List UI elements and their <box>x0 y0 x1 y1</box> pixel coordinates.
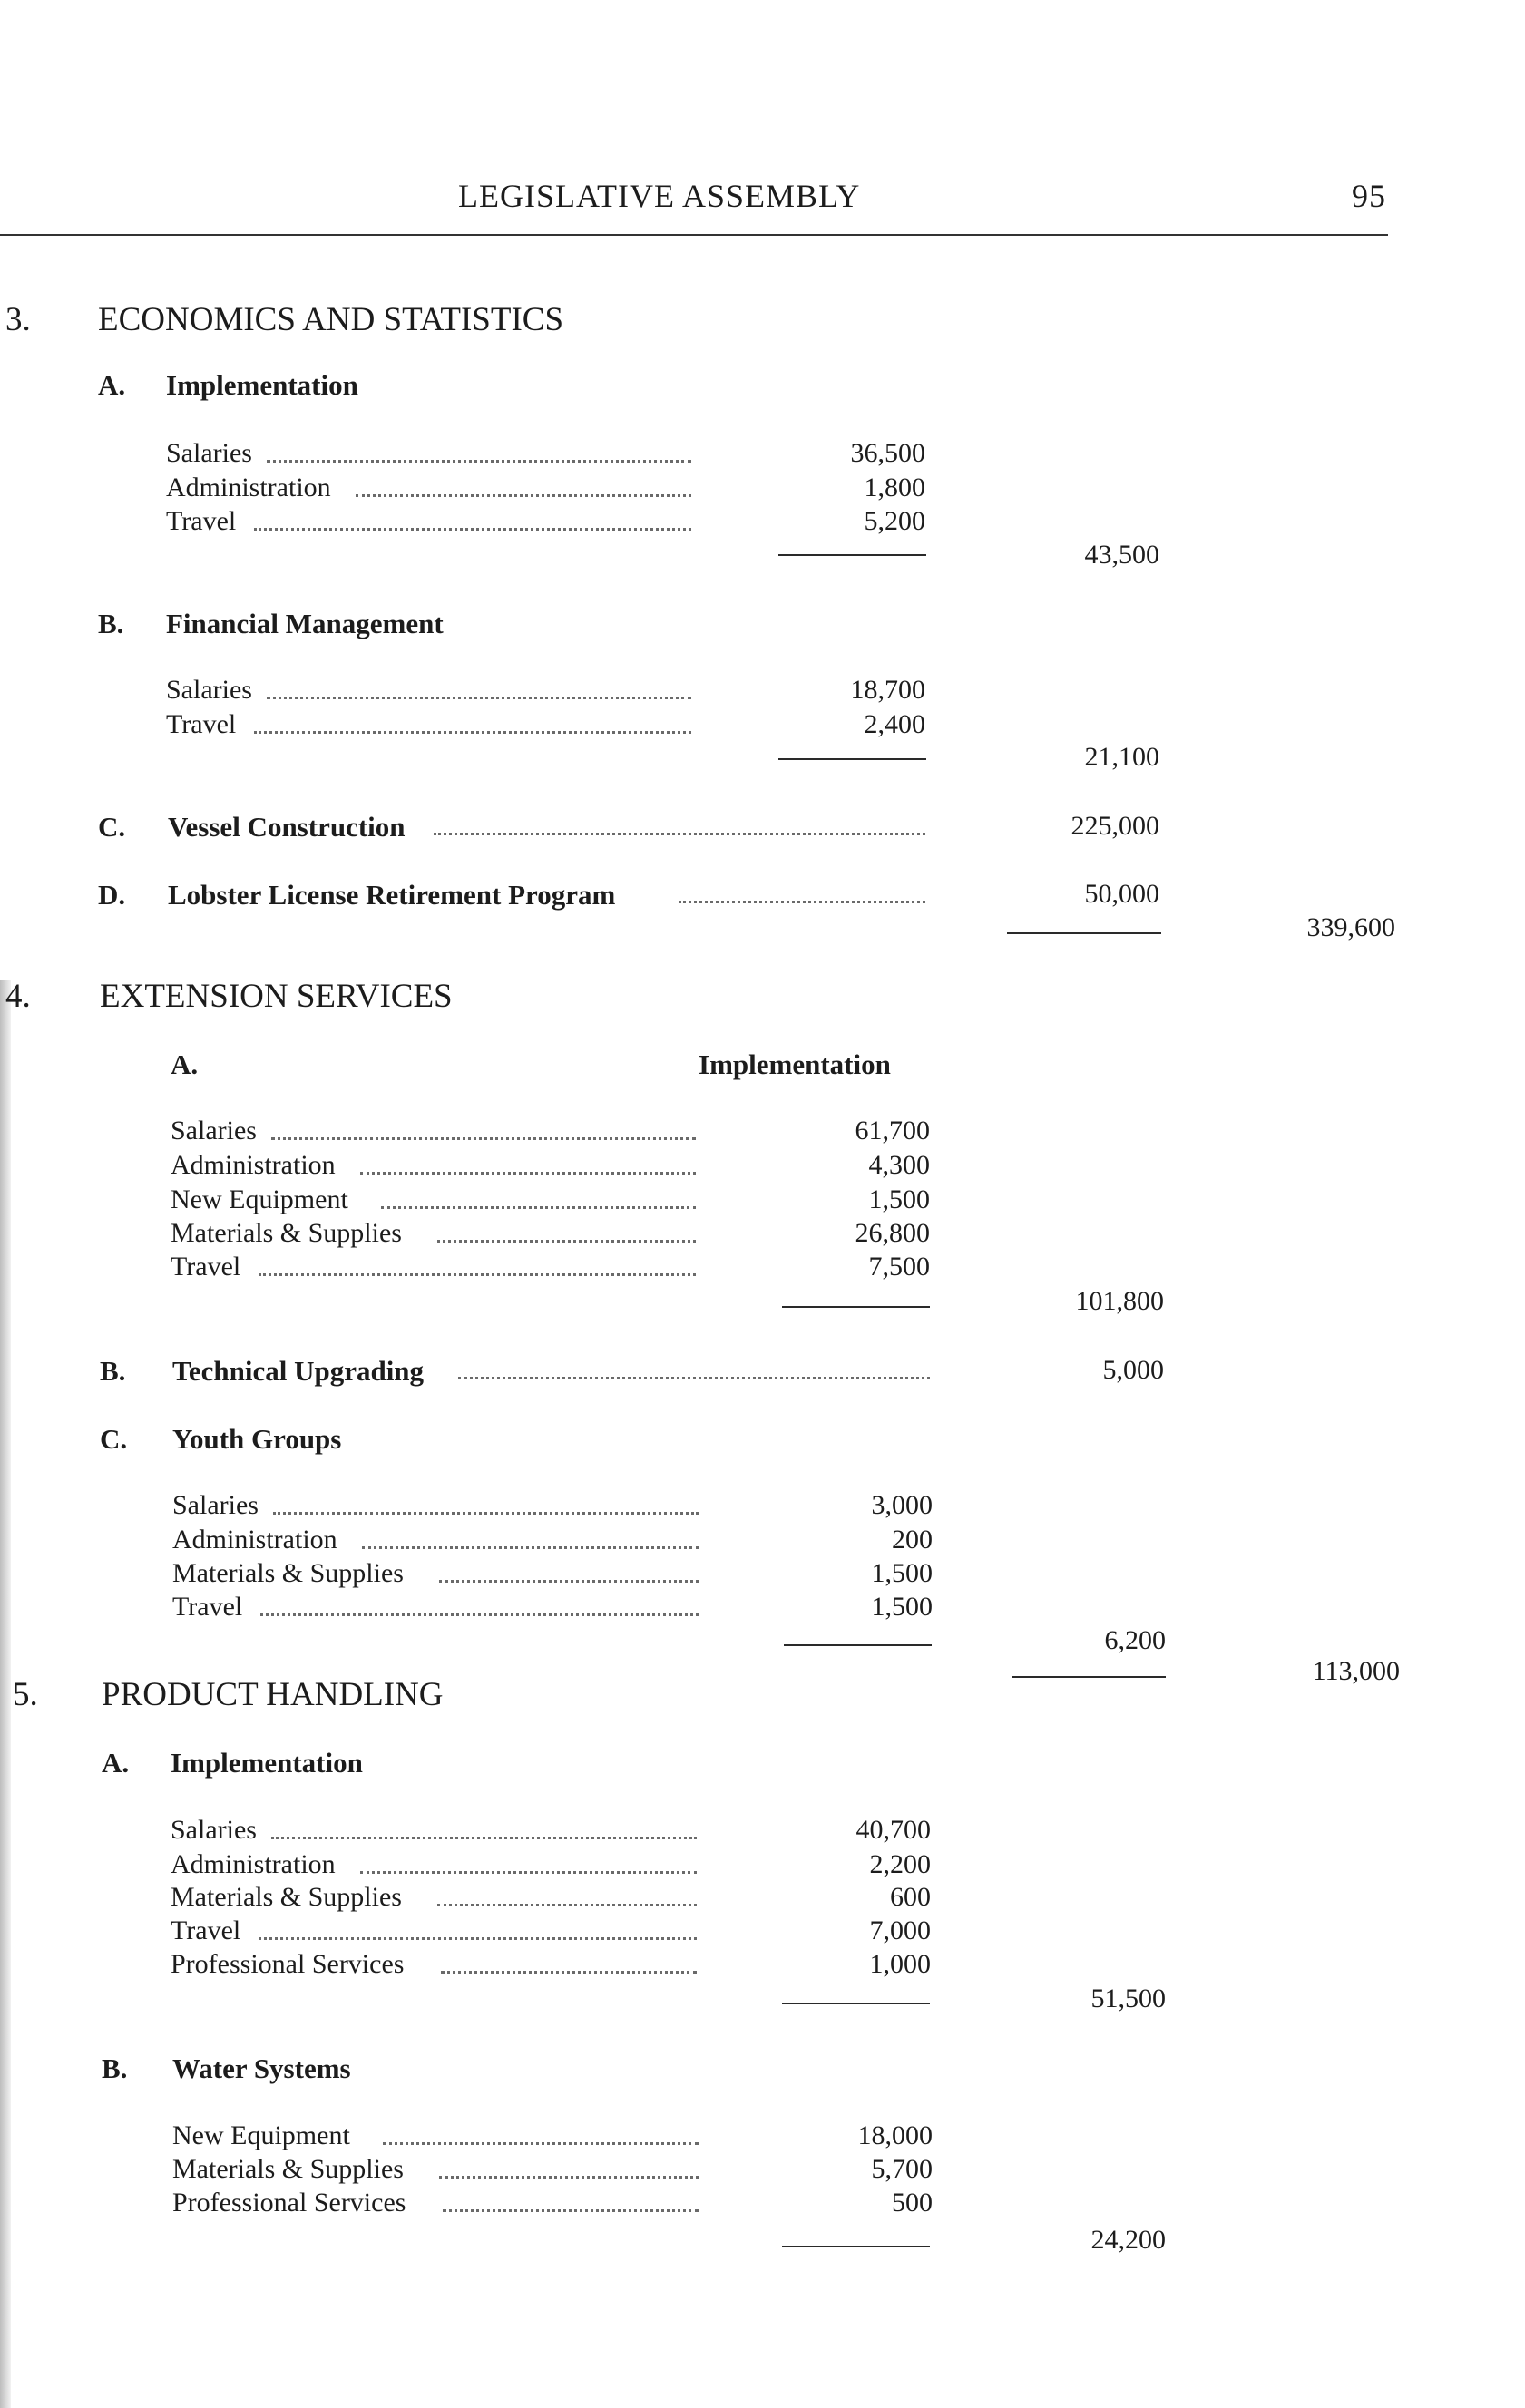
line-amount: 5,200 <box>864 506 925 536</box>
sum-rule <box>782 2003 930 2004</box>
dot-leader <box>434 833 925 835</box>
line-label: Professional Services <box>171 1949 405 1979</box>
item-letter: C. <box>100 1423 128 1455</box>
line-amount: 500 <box>892 2188 933 2218</box>
sum-rule <box>778 758 926 760</box>
dot-leader <box>260 1613 699 1616</box>
item-title: Financial Management <box>166 608 444 639</box>
line-amount: 600 <box>890 1882 931 1912</box>
line-amount: 18,000 <box>857 2120 933 2150</box>
item-title: Implementation <box>166 369 358 401</box>
line-amount: 2,400 <box>864 709 925 739</box>
line-amount: 40,700 <box>855 1815 931 1845</box>
line-amount: 1,000 <box>869 1949 931 1979</box>
dot-leader <box>383 2142 699 2145</box>
dot-leader <box>679 901 925 903</box>
item-title: Implementation <box>171 1747 363 1779</box>
line-label: Travel <box>166 506 237 536</box>
line-label: Salaries <box>166 438 252 468</box>
sum-rule <box>784 1644 932 1646</box>
item-letter: B. <box>100 1355 126 1387</box>
dot-leader <box>259 1273 696 1276</box>
line-amount: 7,000 <box>869 1916 931 1945</box>
dot-leader <box>439 1580 699 1583</box>
item-letter: A. <box>98 369 126 401</box>
sum-rule <box>778 554 926 556</box>
line-amount: 36,500 <box>850 438 925 468</box>
section-total: 113,000 <box>1312 1656 1400 1686</box>
line-label: Materials & Supplies <box>171 1218 402 1248</box>
item-title: Water Systems <box>172 2052 351 2084</box>
line-label: Travel <box>171 1252 241 1282</box>
line-amount: 18,700 <box>850 675 925 705</box>
item-title: Vessel Construction <box>168 811 406 843</box>
dot-leader <box>437 1240 696 1243</box>
dot-leader <box>267 460 691 463</box>
line-amount: 1,800 <box>864 473 925 502</box>
dot-leader <box>267 697 691 699</box>
line-amount: 1,500 <box>871 1592 933 1622</box>
section-title: EXTENSION SERVICES <box>100 978 453 1015</box>
dot-leader <box>362 1546 699 1549</box>
dot-leader <box>458 1377 930 1379</box>
sum-rule <box>1007 932 1161 934</box>
line-label: Travel <box>172 1592 243 1622</box>
sum-rule <box>782 1306 930 1308</box>
section-number: 3. <box>5 301 31 338</box>
line-amount: 4,300 <box>868 1150 930 1180</box>
line-amount: 200 <box>892 1525 933 1555</box>
line-label: Administration <box>171 1849 336 1879</box>
line-label: New Equipment <box>172 2120 350 2150</box>
item-subtotal: 50,000 <box>1084 879 1159 909</box>
dot-leader <box>271 1837 697 1839</box>
item-subtotal: 6,200 <box>1104 1625 1166 1655</box>
item-title: Implementation <box>699 1048 891 1080</box>
item-title: Technical Upgrading <box>172 1355 425 1387</box>
line-label: Administration <box>166 473 331 502</box>
section-title: PRODUCT HANDLING <box>102 1676 444 1713</box>
dot-leader <box>437 1904 697 1906</box>
dot-leader <box>439 2176 699 2179</box>
header-rule <box>0 234 1388 236</box>
dot-leader <box>360 1871 697 1874</box>
item-letter: B. <box>102 2052 128 2084</box>
dot-leader <box>254 528 691 531</box>
line-amount: 7,500 <box>868 1252 930 1282</box>
dot-leader <box>443 2209 699 2212</box>
item-letter: A. <box>171 1048 199 1080</box>
line-amount: 1,500 <box>871 1558 933 1588</box>
line-label: Travel <box>166 709 237 739</box>
sum-rule <box>1012 1676 1166 1678</box>
section-title: ECONOMICS AND STATISTICS <box>98 301 564 338</box>
line-label: Materials & Supplies <box>172 1558 404 1588</box>
dot-leader <box>356 494 691 497</box>
line-amount: 2,200 <box>869 1849 931 1879</box>
item-subtotal: 225,000 <box>1070 811 1159 841</box>
line-label: Salaries <box>166 675 252 705</box>
item-subtotal: 5,000 <box>1102 1355 1164 1385</box>
line-amount: 1,500 <box>868 1185 930 1214</box>
line-label: Salaries <box>172 1490 259 1520</box>
line-label: Professional Services <box>172 2188 406 2218</box>
line-label: Salaries <box>171 1815 257 1845</box>
line-amount: 61,700 <box>855 1116 930 1146</box>
item-subtotal: 43,500 <box>1084 540 1159 570</box>
dot-leader <box>381 1206 696 1209</box>
item-subtotal: 51,500 <box>1090 1984 1166 2013</box>
dot-leader <box>360 1172 696 1175</box>
section-total: 339,600 <box>1306 912 1395 942</box>
line-label: Salaries <box>171 1116 257 1146</box>
dot-leader <box>273 1512 699 1515</box>
line-amount: 3,000 <box>871 1490 933 1520</box>
item-letter: B. <box>98 608 124 639</box>
line-amount: 5,700 <box>871 2154 933 2184</box>
item-subtotal: 24,200 <box>1090 2225 1166 2255</box>
section-number: 4. <box>5 978 31 1015</box>
page-edge-shadow <box>0 980 11 2408</box>
line-label: Administration <box>172 1525 337 1555</box>
item-title: Lobster License Retirement Program <box>168 879 616 911</box>
item-letter: C. <box>98 811 126 843</box>
dot-leader <box>254 731 691 734</box>
dot-leader <box>441 1971 697 1974</box>
page-title: LEGISLATIVE ASSEMBLY <box>458 178 861 214</box>
item-letter: A. <box>102 1747 130 1779</box>
line-label: Materials & Supplies <box>172 2154 404 2184</box>
line-label: Administration <box>171 1150 336 1180</box>
item-subtotal: 101,800 <box>1075 1286 1164 1316</box>
line-label: Materials & Supplies <box>171 1882 402 1912</box>
page-number: 95 <box>1352 178 1386 214</box>
dot-leader <box>259 1937 697 1940</box>
item-letter: D. <box>98 879 126 911</box>
line-label: New Equipment <box>171 1185 348 1214</box>
dot-leader <box>271 1137 696 1140</box>
line-label: Travel <box>171 1916 241 1945</box>
line-amount: 26,800 <box>855 1218 930 1248</box>
item-title: Youth Groups <box>172 1423 342 1455</box>
sum-rule <box>782 2246 930 2247</box>
section-number: 5. <box>13 1676 38 1713</box>
item-subtotal: 21,100 <box>1084 742 1159 772</box>
